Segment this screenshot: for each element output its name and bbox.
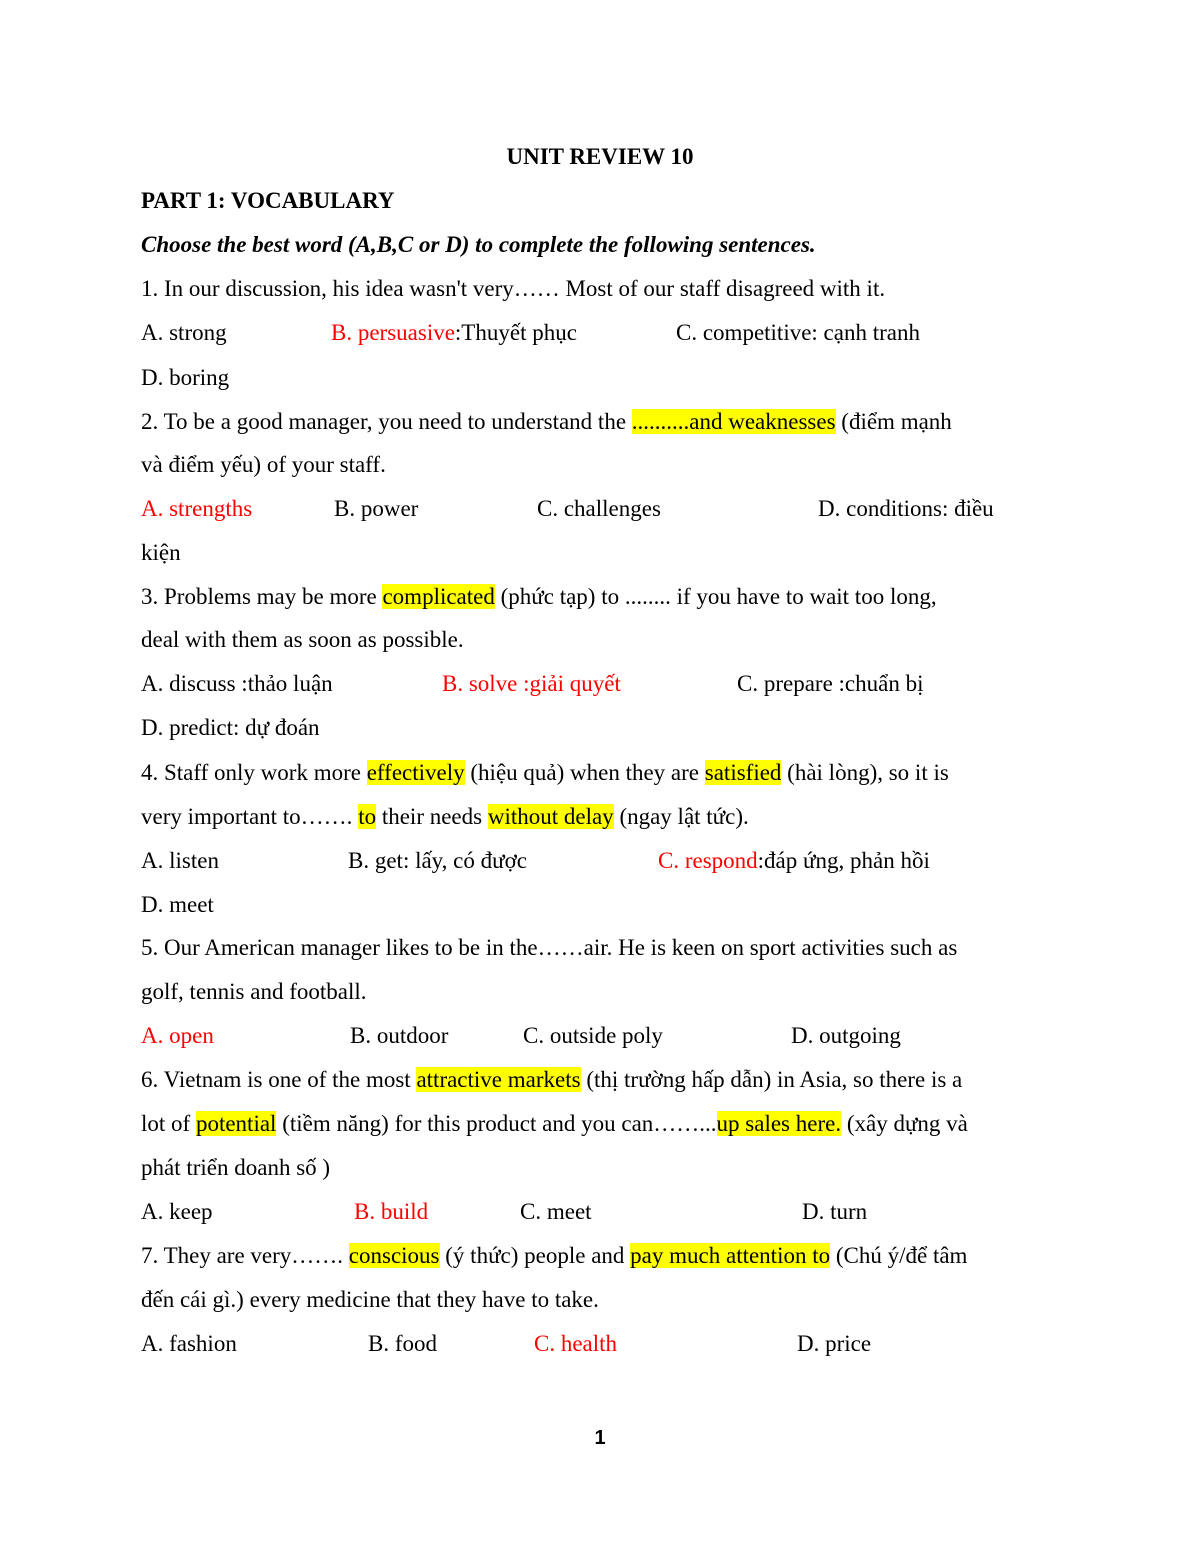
question-3-option [737,669,923,699]
text-segment: 5. Our American manager likes to be in the……air. He is keen on sport activities such as [141,935,958,960]
question-4-option [141,846,219,876]
text-segment: D. outgoing [791,1023,901,1048]
text-segment: (Chú ý/để tâm [830,1243,968,1268]
text-segment: 4. Staff only work more [141,760,367,785]
text-segment: C. outside poly [523,1023,663,1048]
text-segment: (hiệu quả) when they are [464,760,705,785]
text-segment: phát triển doanh số ) [141,1155,331,1180]
question-4-option [348,846,527,876]
correct-answer: B. persuasive [331,320,455,345]
question-3-option [442,669,621,699]
text-segment: 2. To be a good manager, you need to understand the [141,409,632,434]
question-7-line [141,1241,967,1271]
question-5-option [791,1021,901,1051]
text-segment: deal with them as soon as possible. [141,627,464,652]
text-segment: (điểm mạnh [835,409,952,434]
question-1-option [141,363,229,393]
highlighted-phrase: conscious [348,1243,440,1268]
question-7-option [534,1329,617,1359]
question-1-option [141,318,227,348]
question-5-option [350,1021,448,1051]
text-segment: D. conditions: điều [818,496,994,521]
text-segment: lot of [141,1111,196,1136]
correct-answer: C. respond [658,848,758,873]
question-1-option [676,318,920,348]
instruction-text: Choose the best word (A,B,C or D) to complete the following sentences. [141,232,816,257]
question-6-option [141,1197,213,1227]
document-title: UNIT REVIEW 10 [506,144,694,169]
question-2-option [818,494,994,524]
text-segment: A. listen [141,848,219,873]
question-4-line [141,758,949,788]
question-5-line [141,977,367,1007]
text-segment: C. meet [520,1199,592,1224]
highlighted-phrase: satisfied [704,760,782,785]
highlighted-phrase: without delay [487,804,614,829]
text-segment: (tiềm năng) for this product and you can……... [276,1111,717,1136]
text-segment: 6. Vietnam is one of the most [141,1067,417,1092]
correct-answer: B. build [354,1199,429,1224]
text-segment: C. challenges [537,496,661,521]
correct-answer: A. strengths [141,496,253,521]
question-7-option [797,1329,871,1359]
highlighted-phrase: pay much attention to [630,1243,831,1268]
highlighted-phrase: complicated [382,584,495,609]
question-5-option [141,1021,214,1051]
question-4-option [658,846,930,876]
text-segment: (ý thức) people and [439,1243,631,1268]
text-segment: 7. They are very……. [141,1243,349,1268]
text-segment: C. competitive: cạnh tranh [676,320,920,345]
text-segment: (xây dựng và [841,1111,968,1136]
correct-answer: C. health [534,1331,618,1356]
part-heading: PART 1: VOCABULARY [141,188,395,213]
text-segment: (ngay lật tức). [613,804,749,829]
highlighted-phrase: ..........and weaknesses [631,409,836,434]
page-number: 1 [594,1427,606,1449]
question-1-line [141,274,885,304]
text-segment: their needs [376,804,488,829]
question-6-line [141,1109,968,1139]
highlighted-phrase: potential [195,1111,277,1136]
question-2-line [141,450,386,480]
text-segment: kiện [141,540,181,565]
text-segment: A. strong [141,320,227,345]
highlighted-phrase: attractive markets [416,1067,581,1092]
text-segment: D. turn [802,1199,868,1224]
question-2-option [141,538,181,568]
text-segment: D. meet [141,892,214,917]
question-6-line [141,1065,962,1095]
question-3-line [141,625,464,655]
question-3-option [141,669,333,699]
text-segment: B. get: lấy, có được [348,848,527,873]
text-segment: A. discuss :thảo luận [141,671,333,696]
question-7-line [141,1285,599,1315]
highlighted-phrase: up sales here. [716,1111,842,1136]
question-7-option [141,1329,237,1359]
question-2-option [141,494,252,524]
text-segment: 3. Problems may be more [141,584,383,609]
question-3-option [141,713,320,743]
text-segment: C. prepare :chuẩn bị [737,671,924,696]
text-segment: B. power [334,496,419,521]
text-segment: 1. In our discussion, his idea wasn't very…… Most of our staff disagreed with it. [141,276,886,301]
text-segment: B. outdoor [350,1023,449,1048]
text-segment: (phức tạp) to ........ if you have to wait too long, [494,584,937,609]
question-2-option [334,494,418,524]
text-segment: đến cái gì.) every medicine that they have to take. [141,1287,599,1312]
question-6-option [354,1197,428,1227]
text-segment: A. keep [141,1199,213,1224]
text-segment: (thị trường hấp dẫn) in Asia, so there is a [580,1067,963,1092]
question-6-option [802,1197,867,1227]
question-2-line [141,407,952,437]
correct-answer: B. solve :giải quyết [442,671,621,696]
question-3-line [141,582,937,612]
question-4-line [141,802,749,832]
text-segment: D. price [797,1331,872,1356]
text-segment: A. fashion [141,1331,237,1356]
text-segment: :đáp ứng, phản hồi [757,848,930,873]
question-6-option [520,1197,592,1227]
text-segment: D. boring [141,365,230,390]
question-4-option [141,890,214,920]
text-segment: :Thuyết phục [454,320,577,345]
question-1-option [331,318,577,348]
text-segment: và điểm yếu) of your staff. [141,452,386,477]
correct-answer: A. open [141,1023,214,1048]
text-segment: very important to……. [141,804,359,829]
question-5-option [523,1021,663,1051]
highlighted-phrase: effectively [366,760,465,785]
text-segment: golf, tennis and football. [141,979,367,1004]
text-segment: D. predict: dự đoán [141,715,320,740]
question-7-option [368,1329,437,1359]
question-2-option [537,494,661,524]
text-segment: (hài lòng), so it is [781,760,949,785]
text-segment: B. food [368,1331,437,1356]
question-5-line [141,933,957,963]
highlighted-phrase: to [358,804,377,829]
question-6-line [141,1153,330,1183]
